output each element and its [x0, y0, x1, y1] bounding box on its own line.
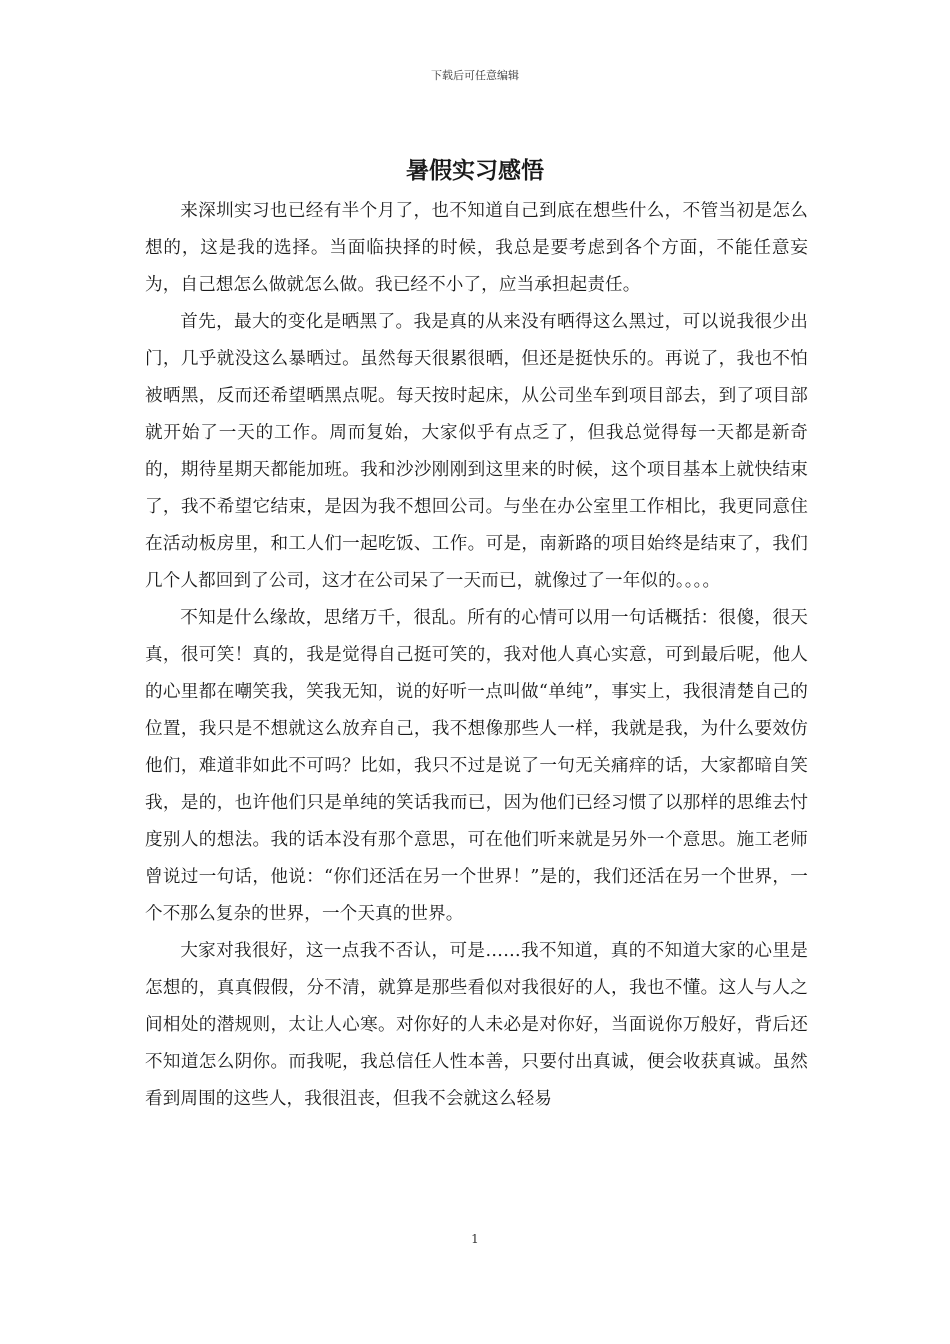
page-number: 1: [471, 1232, 479, 1246]
paragraph-2: 首先，最大的变化是晒黑了。我是真的从来没有晒得这么黑过，可以说我很少出门，几乎就没这么暴晒过。虽然每天很累很晒，但还是挺快乐的。再说了，我也不怕被晒黑，反而还希望晒黑点呢。每天按时起床，从公司坐车到项目部去，到了项目部就开始了一天的工作。周而复始，大家似乎有点乏了，但我总觉得每一天都是新奇的，期待星期天都能加班。我和沙沙刚刚到这里来的时候，这个项目基本上就快结束了，我不希望它结束，是因为我不想回公司。与坐在办公室里工作相比，我更同意住在活动板房里，和工人们一起吃饭、工作。可是，南新路的项目始终是结束了，我们几个人都回到了公司，这才在公司呆了一天而已，就像过了一年似的。。。。: [145, 312, 808, 591]
document-title: 暑假实习感悟: [406, 158, 544, 184]
page-header-note: 下载后可任意编辑: [431, 69, 519, 82]
paragraph-1: 来深圳实习也已经有半个月了，也不知道自己到底在想些什么，不管当初是怎么想的，这是我的选择。当面临抉择的时候，我总是要考虑到各个方面，不能任意妄为，自己想怎么做就怎么做。我已经不小了，应当承担起责任。: [145, 201, 808, 295]
paragraph-4: 大家对我很好，这一点我不否认，可是……我不知道，真的不知道大家的心里是怎想的，真真假假，分不清，就算是那些看似对我很好的人，我也不懂。这人与人之间相处的潜规则，太让人心寒。对你好的人未必是对你好，当面说你万般好，背后还不知道怎么阴你。而我呢，我总信任人性本善，只要付出真诚，便会收获真诚。虽然看到周围的这些人，我很沮丧，但我不会就这么轻易: [145, 941, 808, 1109]
document-body: [145, 193, 808, 1118]
paragraph-3: 不知是什么缘故，思绪万千，很乱。所有的心情可以用一句话概括：很傻，很天真，很可笑！真的，我是觉得自己挺可笑的，我对他人真心实意，可到最后呢，他人的心里都在嘲笑我，笑我无知，说的好听一点叫做“单纯”，事实上，我很清楚自己的位置，我只是不想就这么放弃自己，我不想像那些人一样，我就是我，为什么要效仿他们，难道非如此不可吗？比如，我只不过是说了一句无关痛痒的话，大家都暗自笑我，是的，也许他们只是单纯的笑话我而已，因为他们已经习惯了以那样的思维去忖度别人的想法。我的话本没有那个意思，可在他们听来就是另外一个意思。施工老师曾说过一句话，他说：“你们还活在另一个世界！”是的，我们还活在另一个世界，一个不那么复杂的世界，一个天真的世界。: [145, 608, 808, 924]
